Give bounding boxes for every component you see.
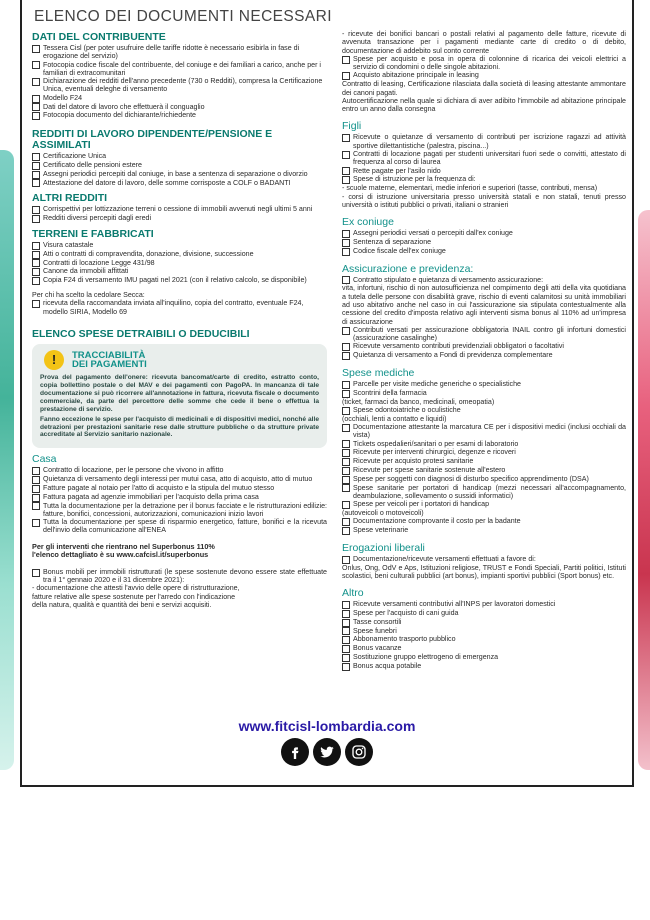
checklist-text: Tickets ospedalieri/sanitari o per esami di laboratorio <box>353 439 519 448</box>
checklist-item[interactable] <box>342 466 626 475</box>
checklist-item[interactable]: Fattura pagata ad agenzie immobiliari per l'acquisto della prima casa <box>32 493 327 502</box>
checklist-text: Documentazione attestante la marcatura CE per i dispositivi medici (inclusi occhiali da vista) <box>353 422 626 440</box>
checkbox[interactable] <box>342 390 350 398</box>
checkbox[interactable] <box>342 56 350 64</box>
list-figli <box>342 133 626 209</box>
checklist-item[interactable] <box>342 55 626 72</box>
checklist-text: Acquisto abitazione principale in leasing <box>353 71 479 80</box>
checkbox[interactable] <box>342 276 350 284</box>
section-heading-altri-redditi: ALTRI REDDITI <box>32 192 108 205</box>
section-heading-casa: Casa <box>32 453 57 466</box>
list-erogazioni <box>342 555 626 580</box>
checkbox[interactable] <box>342 501 350 509</box>
checkbox[interactable] <box>342 167 350 175</box>
checkbox[interactable] <box>342 352 350 360</box>
checklist-text: Assegni periodici versati o percepiti dall'ex coniuge <box>353 229 513 238</box>
checklist-item[interactable]: Copia F24 di versamento IMU pagati nel 2021 (con il relativo calcolo, se disponibile) <box>32 276 327 285</box>
casa-continued <box>342 30 626 113</box>
checklist-text: Ricevute o quietanze di versamento di contributi per iscrizione ragazzi ad attività sportive dilettantistiche (palestra, piscina...) <box>353 133 626 150</box>
checklist-text: Documentazione/ricevute versamenti effettuati a favore di: <box>353 554 536 563</box>
list-altri-redditi <box>32 205 327 223</box>
checklist-item[interactable] <box>342 618 626 627</box>
section-heading-terreni: TERRENI E FABBRICATI <box>32 227 154 240</box>
checkbox[interactable] <box>342 467 350 475</box>
checklist-item[interactable] <box>342 609 626 618</box>
checkbox[interactable] <box>342 327 350 335</box>
left-column <box>32 30 327 609</box>
checklist-item[interactable] <box>342 500 626 509</box>
checklist-text: Ricevute per acquisto protesi sanitarie <box>353 457 474 466</box>
checklist-item[interactable]: Tutta la documentazione per la detrazione per il bonus facciate e le ristrutturazioni edilizie: fatture, bonifici, concessioni, autorizzazioni, comunicazioni inizio lavori <box>32 502 327 519</box>
checklist-item[interactable]: Certificato delle pensioni estere <box>32 161 327 170</box>
checkbox[interactable] <box>342 407 350 415</box>
checklist-text: Documentazione comprovante il costo per la badante <box>353 517 521 526</box>
checklist-item[interactable]: Corrispettivi per lottizzazione terreni o cessione di immobili avvenuti negli ultimi 5 anni <box>32 205 327 214</box>
checkbox[interactable] <box>32 179 40 187</box>
tracciabilita-title-1: TRACCIABILITÀ <box>72 350 146 362</box>
checkbox[interactable] <box>32 78 40 86</box>
right-column <box>342 30 626 671</box>
checklist-item[interactable] <box>342 600 626 609</box>
checkbox[interactable] <box>342 627 350 635</box>
checkbox[interactable] <box>342 518 350 526</box>
checklist-text: Contratti di locazione pagati per studenti universitari fuori sede o convitti, attestato di frequenza al corso di laurea <box>353 150 626 167</box>
page-title: ELENCO DEI DOCUMENTI NECESSARI <box>34 8 332 25</box>
checkbox[interactable] <box>32 242 40 250</box>
checklist-item[interactable] <box>342 326 626 343</box>
checkbox[interactable] <box>32 95 40 103</box>
checklist-text: Ricevute versamenti contributivi all'INPS per lavoratori domestici <box>353 600 556 609</box>
checkbox[interactable] <box>32 153 40 161</box>
checklist-item[interactable] <box>342 71 626 80</box>
list-note: - scuole materne, elementari, medie inferiori e superiori (tasse, contributi, mensa) <box>342 184 598 193</box>
list-note: (occhiali, lenti a contatto e liquidi) <box>342 414 447 423</box>
checklist-text: Spese veterinarie <box>353 526 409 535</box>
checkbox[interactable] <box>342 343 350 351</box>
checklist-text: Spese di istruzione per la frequenza di: <box>353 175 476 184</box>
checklist-item[interactable] <box>342 247 626 256</box>
section-heading-redditi: REDDITI DI LAVORO DIPENDENTE/PENSIONE E ASSIMILATI <box>32 128 273 152</box>
right-decoration <box>638 210 650 770</box>
checkbox[interactable] <box>342 556 350 564</box>
checkbox[interactable] <box>32 476 40 484</box>
checklist-item[interactable]: Bonus mobili per immobili ristrutturati (le spese sostenute devono essere state effettuate tra il 1° gennaio 2020 e il 31 dicembre 2021): <box>32 568 327 585</box>
list-note: - ricevute dei bonifici bancari o postali relativi al pagamento delle fatture, ricevute di avvenuta transazione per i pagamenti mediante carte di credito o di debito, documentazione di addebito sul conto corrente <box>342 30 626 55</box>
checkbox[interactable] <box>342 663 350 671</box>
checkbox[interactable] <box>342 645 350 653</box>
list-altro <box>342 600 626 670</box>
checklist-text: Spese sanitarie per portatori di handicap (mezzi necessari all'accompagnamento, deambulazione, sollevamento o sussidi informatici) <box>353 483 626 500</box>
instagram-icon[interactable] <box>345 738 373 766</box>
checkbox[interactable] <box>32 103 40 111</box>
checklist-item[interactable]: ricevuta della raccomandata inviata all'inquilino, copia del contratto, eventuale F24, modello SIRIA, Modello 69 <box>32 299 327 316</box>
checkbox[interactable] <box>32 467 40 475</box>
checklist-item[interactable]: Fotocopia codice fiscale del contribuente, del coniuge e dei familiari a carico, anche per i familiari di extracomunitari <box>32 61 327 78</box>
checkbox[interactable] <box>342 440 350 448</box>
list-dati <box>32 44 327 120</box>
checklist-item[interactable] <box>342 380 626 389</box>
checklist-text: Spese per veicoli per i portatori di handicap <box>353 500 490 509</box>
checkbox[interactable] <box>342 151 350 159</box>
section-heading-erogazioni: Erogazioni liberali <box>342 541 425 554</box>
checklist-item[interactable] <box>342 406 626 415</box>
checklist-item[interactable]: Tutta la documentazione per spese di risparmio energetico, fatture, bonifici e la ricevuta dell'invio della comunicazione all'ENEA <box>32 518 327 535</box>
list-spese-mediche <box>342 380 626 535</box>
checkbox[interactable] <box>342 134 350 142</box>
checklist-text: Ricevute versamento contributi previdenziali obbligatori o facoltativi <box>353 342 564 351</box>
list-casa <box>32 466 327 534</box>
checkbox[interactable] <box>342 610 350 618</box>
checklist-text: Spese per acquisto e posa in opera di colonnine di ricarica dei veicoli elettrici a servizio di condomini o delle singole abitazioni. <box>353 54 626 72</box>
checkbox[interactable] <box>32 519 40 527</box>
checklist-item[interactable]: Contratti di locazione Legge 431/98 <box>32 259 327 268</box>
checklist-item[interactable] <box>342 342 626 351</box>
facebook-icon[interactable] <box>281 738 309 766</box>
checklist-item[interactable] <box>342 644 626 653</box>
checklist-item[interactable]: Atti o contratti di compravendita, donazione, divisione, successione <box>32 250 327 259</box>
checklist-item[interactable] <box>342 238 626 247</box>
checklist-item[interactable] <box>342 653 626 662</box>
checklist-item[interactable]: Fatture pagate al notaio per l'atto di acquisto e la stipula del mutuo stesso <box>32 484 327 493</box>
checklist-text: Bonus vacanze <box>353 644 402 653</box>
checklist-item[interactable]: Attestazione del datore di lavoro, delle somme corrisposte a COLF o BADANTI <box>32 179 327 188</box>
checkbox[interactable] <box>342 449 350 457</box>
checkbox[interactable] <box>342 527 350 535</box>
checklist-text: Bonus acqua potabile <box>353 661 422 670</box>
checkbox[interactable] <box>32 569 40 577</box>
section-heading-altro: Altro <box>342 587 364 600</box>
checklist-item[interactable] <box>342 175 626 184</box>
checkbox[interactable] <box>32 171 40 179</box>
checkbox[interactable] <box>342 239 350 247</box>
tracciabilita-title-2: DEI PAGAMENTI <box>72 359 147 371</box>
checkbox[interactable] <box>342 458 350 466</box>
checklist-item[interactable] <box>342 133 626 150</box>
checkbox[interactable] <box>32 45 40 53</box>
list-note: (ticket, farmaci da banco, medicinali, omeopatia) <box>342 397 495 406</box>
checklist-item[interactable] <box>342 351 626 360</box>
checklist-text: Spese per soggetti con diagnosi di disturbo specifico apprendimento (DSA) <box>353 474 589 483</box>
checklist-item[interactable]: Contratto di locazione, per le persone che vivono in affitto <box>32 466 327 475</box>
checkbox[interactable] <box>342 476 350 484</box>
section-heading-figli: Figli <box>342 120 362 133</box>
list-note: Autocertificazione nella quale si dichiara di aver adibito l'immobile ad abitazione principale entro un anno dalla consegna <box>342 96 626 114</box>
checkbox[interactable] <box>342 381 350 389</box>
checklist-item[interactable]: Assegni periodici percepiti dal coniuge, in base a sentenza di separazione o divorzio <box>32 170 327 179</box>
checklist-text: Ricevute per spese sanitarie sostenute all'estero <box>353 465 506 474</box>
checklist-text: Quietanza di versamento a Fondi di previdenza complementare <box>353 351 553 360</box>
checklist-item[interactable] <box>342 276 626 285</box>
checklist-item[interactable]: Redditi diversi percepiti dagli eredi <box>32 214 327 223</box>
list-assicurazione <box>342 276 626 360</box>
checklist-item[interactable] <box>342 150 626 167</box>
checklist-item[interactable]: Visura catastale <box>32 241 327 250</box>
checkbox[interactable] <box>342 424 350 432</box>
list-note: Onlus, Ong, OdV e Aps, Istituzioni religiose, TRUST e Fondi Speciali, Partiti politici, Istituti scolastici, beni culturali pubblici (art bonus), impianti sportivi pubblici (Sport bonus) etc. <box>342 563 626 580</box>
checklist-text: Rette pagate per l'asilo nido <box>353 166 441 175</box>
checkbox[interactable] <box>342 176 350 184</box>
warning-icon: ! <box>44 350 64 370</box>
checkbox[interactable] <box>32 162 40 170</box>
tracciabilita-box <box>32 344 327 448</box>
checklist-text: Ricevute per interventi chirurgici, degenze e ricoveri <box>353 448 516 457</box>
checklist-item[interactable] <box>342 423 626 440</box>
checkbox[interactable] <box>32 300 40 308</box>
section-heading-spese-mediche: Spese mediche <box>342 367 415 379</box>
checklist-item[interactable] <box>342 229 626 238</box>
left-decoration <box>0 150 14 770</box>
list-redditi <box>32 152 327 187</box>
checkbox[interactable] <box>32 268 40 276</box>
list-note: - corsi di istruzione universitaria presso università statali e non statali, tenuti presso università o istituti pubblici o privati, italiani o stranieri <box>342 192 626 209</box>
checkbox[interactable] <box>342 230 350 238</box>
checkbox[interactable] <box>342 601 350 609</box>
list-note: (autoveicoli o motoveicoli) <box>342 508 424 517</box>
checklist-item[interactable]: Tessera Cisl (per poter usufruire delle tariffe ridotte è necessario esibirla in fase di erogazione del servizio) <box>32 44 327 61</box>
checkbox[interactable] <box>342 72 350 80</box>
checklist-item[interactable]: Modello F24 <box>32 94 327 103</box>
bonus-mobili: Bonus mobili per immobili ristrutturati (le spese sostenute devono essere state effettuate tra il 1° gennaio 2020 e il 31 dicembre 2021): - documentazione che attesti l'avvio delle opere di ristrutturazione, fatture relative alle spese sostenute per l'arredo con l'indicazione della natura, qualità e quantità dei beni e servizi acquisiti. <box>32 567 327 609</box>
checklist-text: Scontrini della farmacia <box>353 388 427 397</box>
checklist-item[interactable] <box>342 167 626 176</box>
checklist-item[interactable] <box>342 440 626 449</box>
checkbox[interactable] <box>342 619 350 627</box>
checklist-item[interactable]: Dati del datore di lavoro che effettuerà il conguaglio <box>32 103 327 112</box>
checklist-item[interactable] <box>342 662 626 671</box>
checklist-text: Contributi versati per assicurazione obbligatoria INAIL contro gli infortuni domestici (assicurazione casalinghe) <box>353 325 626 343</box>
checklist-item[interactable] <box>342 484 626 501</box>
checklist-item[interactable]: Certificazione Unica <box>32 152 327 161</box>
social-icons <box>22 738 632 766</box>
list-terreni <box>32 241 327 316</box>
checkbox[interactable] <box>32 259 40 267</box>
checklist-text: Contratto stipulato e quietanza di versamento assicurazione: <box>353 275 544 284</box>
checklist-item[interactable] <box>342 526 626 535</box>
checklist-item[interactable]: Fotocopia documento del dichiarante/richiedente <box>32 111 327 120</box>
checkbox[interactable] <box>32 215 40 223</box>
checklist-item[interactable] <box>342 555 626 564</box>
checklist-item[interactable]: Quietanza di versamento degli interessi per mutui casa, atto di acquisto, atto di mutuo <box>32 475 327 484</box>
document-frame <box>20 0 634 787</box>
superbonus-note: Per gli interventi che rientrano nel Superbonus 110% l'elenco dettagliato è su www.cafcisl.it/superbonus <box>32 541 215 560</box>
checkbox[interactable] <box>342 484 350 492</box>
website-link[interactable]: www.fitcisl-lombardia.com <box>238 718 416 734</box>
checkbox[interactable] <box>342 654 350 662</box>
spese-heading: ELENCO SPESE DETRAIBILI O DEDUCIBILI <box>32 327 250 340</box>
checkbox[interactable] <box>32 277 40 285</box>
list-ex-coniuge <box>342 229 626 255</box>
checklist-item[interactable] <box>342 517 626 526</box>
checklist-text: Spese funebri <box>353 626 397 635</box>
checklist-item[interactable] <box>342 475 626 484</box>
checklist-text: Abbonamento trasporto pubblico <box>353 635 456 644</box>
checklist-text: Sostituzione gruppo elettrogeno di emergenza <box>353 653 499 662</box>
checkbox[interactable] <box>32 494 40 502</box>
checkbox[interactable] <box>32 206 40 214</box>
section-heading-assicurazione: Assicurazione e previdenza: <box>342 262 474 275</box>
twitter-icon[interactable] <box>313 738 341 766</box>
checklist-item[interactable] <box>342 627 626 636</box>
checklist-text: Codice fiscale dell'ex coniuge <box>353 246 446 255</box>
checklist-text: Spese odontoiatriche o oculistiche <box>353 405 461 414</box>
checklist-item[interactable] <box>342 635 626 644</box>
checkbox[interactable] <box>342 248 350 256</box>
section-heading-dati: DATI DEL CONTRIBUENTE <box>32 31 166 43</box>
list-note: vita, infortuni, rischio di non autosufficienza nel compimento degli atti della vita quotidiana a tutela delle persone con disabilità grave, rischio di eventi calamitosi su unità immobiliari ad uso abitativo anche nel caso in cui l'assicurazione sia stipulata contestualmente alla cessione del credito d'imposta relativo agli interventi sisma bonus al 110% ad un'impresa di assicurazione <box>342 284 626 326</box>
checklist-text: Tasse consortili <box>353 617 402 626</box>
section-heading-ex-coniuge: Ex coniuge <box>342 216 394 229</box>
tracciabilita-paragraph: Fanno eccezione le spese per l'acquisto di medicinali e di dispositivi medici, nonché alle detrazioni per prestazioni sanitarie rese dalle strutture pubbliche o da strutture private accreditate al Servizio sanitario nazionale. <box>40 415 319 439</box>
checkbox[interactable] <box>342 636 350 644</box>
checklist-item[interactable] <box>342 457 626 466</box>
checklist-item[interactable]: Canone da immobili affittati <box>32 267 327 276</box>
checkbox[interactable] <box>32 61 40 69</box>
checklist-text: Sentenza di separazione <box>353 237 432 246</box>
checklist-text: Parcelle per visite mediche generiche o specialistiche <box>353 380 521 388</box>
cedolare-intro: Per chi ha scelto la cedolare Secca: <box>32 290 145 299</box>
checklist-item[interactable]: Dichiarazione dei redditi dell'anno precedente (730 o Redditi), compresa la Certificazione Unica, eventuali deleghe di versamento <box>32 77 327 94</box>
checklist-text: Spese per l'acquisto di cani guida <box>353 609 459 618</box>
checkbox[interactable] <box>32 112 40 120</box>
tracciabilita-paragraph: Prova del pagamento dell'onere: ricevuta bancomat/carte di credito, estratto conto, copia bollettino postale o del MAV e dei pagamenti con PagoPA. In mancanza di tale documentazione si può ricorrere all'annotazione in fattura, ricevuta fiscale o documento commerciale, da parte del percettore delle somme che cede il bene o effettua la prestazione di servizio. <box>40 374 319 413</box>
checkbox[interactable] <box>32 485 40 493</box>
checkbox[interactable] <box>32 502 40 510</box>
checklist-item[interactable] <box>342 448 626 457</box>
list-note: Contratto di leasing, Certificazione rilasciata dalla società di leasing attestante ammontare dei canoni pagati. <box>342 80 626 97</box>
checkbox[interactable] <box>32 251 40 259</box>
checklist-item[interactable] <box>342 389 626 398</box>
